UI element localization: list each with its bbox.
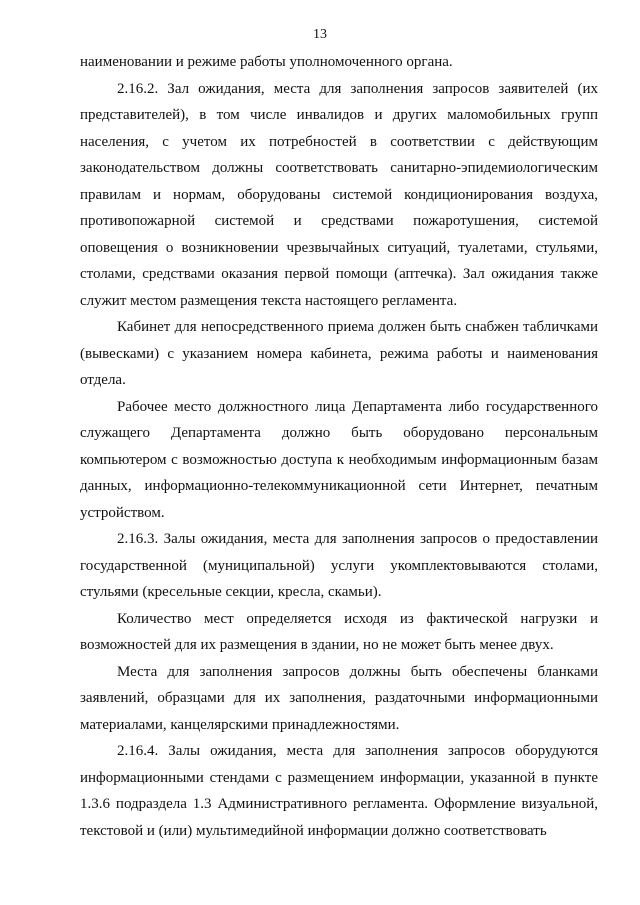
paragraph-2-16-3: 2.16.3. Залы ожидания, места для заполнения запросов о предоставлении государственной (муниципальной) услуги укомплектовываются столами, стульями (кресельные секции, кресла, скамьи).: [80, 531, 598, 600]
paragraph-office-signage: Кабинет для непосредственного приема должен быть снабжен табличками (вывесками) с указанием номера кабинета, режима работы и наименования отдела.: [80, 319, 598, 388]
paragraph-2-16-2: 2.16.2. Зал ожидания, места для заполнения запросов заявителей (их представителей), в том числе инвалидов и других маломобильных групп населения, с учетом их потребностей в соответствии с действующим законодательством должны соответствовать санитарно-эпидемиологическим правилам и нормам, оборудованы системой кондиционирования воздуха, противопожарной системой и средствами пожаротушения, системой оповещения о возникновении чрезвычайных ситуаций, туалетами, стульями, столами, средствами оказания первой помощи (аптечка). Зал ожидания также служит местом размещения текста настоящего регламента.: [80, 80, 598, 309]
paragraph-seat-count: Количество мест определяется исходя из фактической нагрузки и возможностей для их размещения в здании, но не может быть менее двух.: [80, 610, 598, 653]
paragraph-request-forms: Места для заполнения запросов должны быть обеспечены бланками заявлений, образцами для их заполнения, раздаточными информационными материалами, канцелярскими принадлежностями.: [80, 663, 598, 733]
paragraph-workplace-equipment: Рабочее место должностного лица Департамента либо государственного служащего Департамента должно быть оборудовано персональным компьютером с возможностью доступа к необходимым информационным базам данных, информационно-телекоммуникационной сети Интернет, печатным устройством.: [80, 398, 598, 521]
page-number: 13: [313, 27, 327, 42]
paragraph-continuation: наименовании и режиме работы уполномоченного органа.: [80, 54, 453, 70]
document-body: [80, 49, 598, 844]
paragraph-2-16-4: 2.16.4. Залы ожидания, места для заполнения запросов оборудуются информационными стендами с размещением информации, указанной в пункте 1.3.6 подраздела 1.3 Административного регламента. Оформление визуальной, текстовой и (или) мультимедийной информации должно соответствовать: [80, 743, 598, 839]
